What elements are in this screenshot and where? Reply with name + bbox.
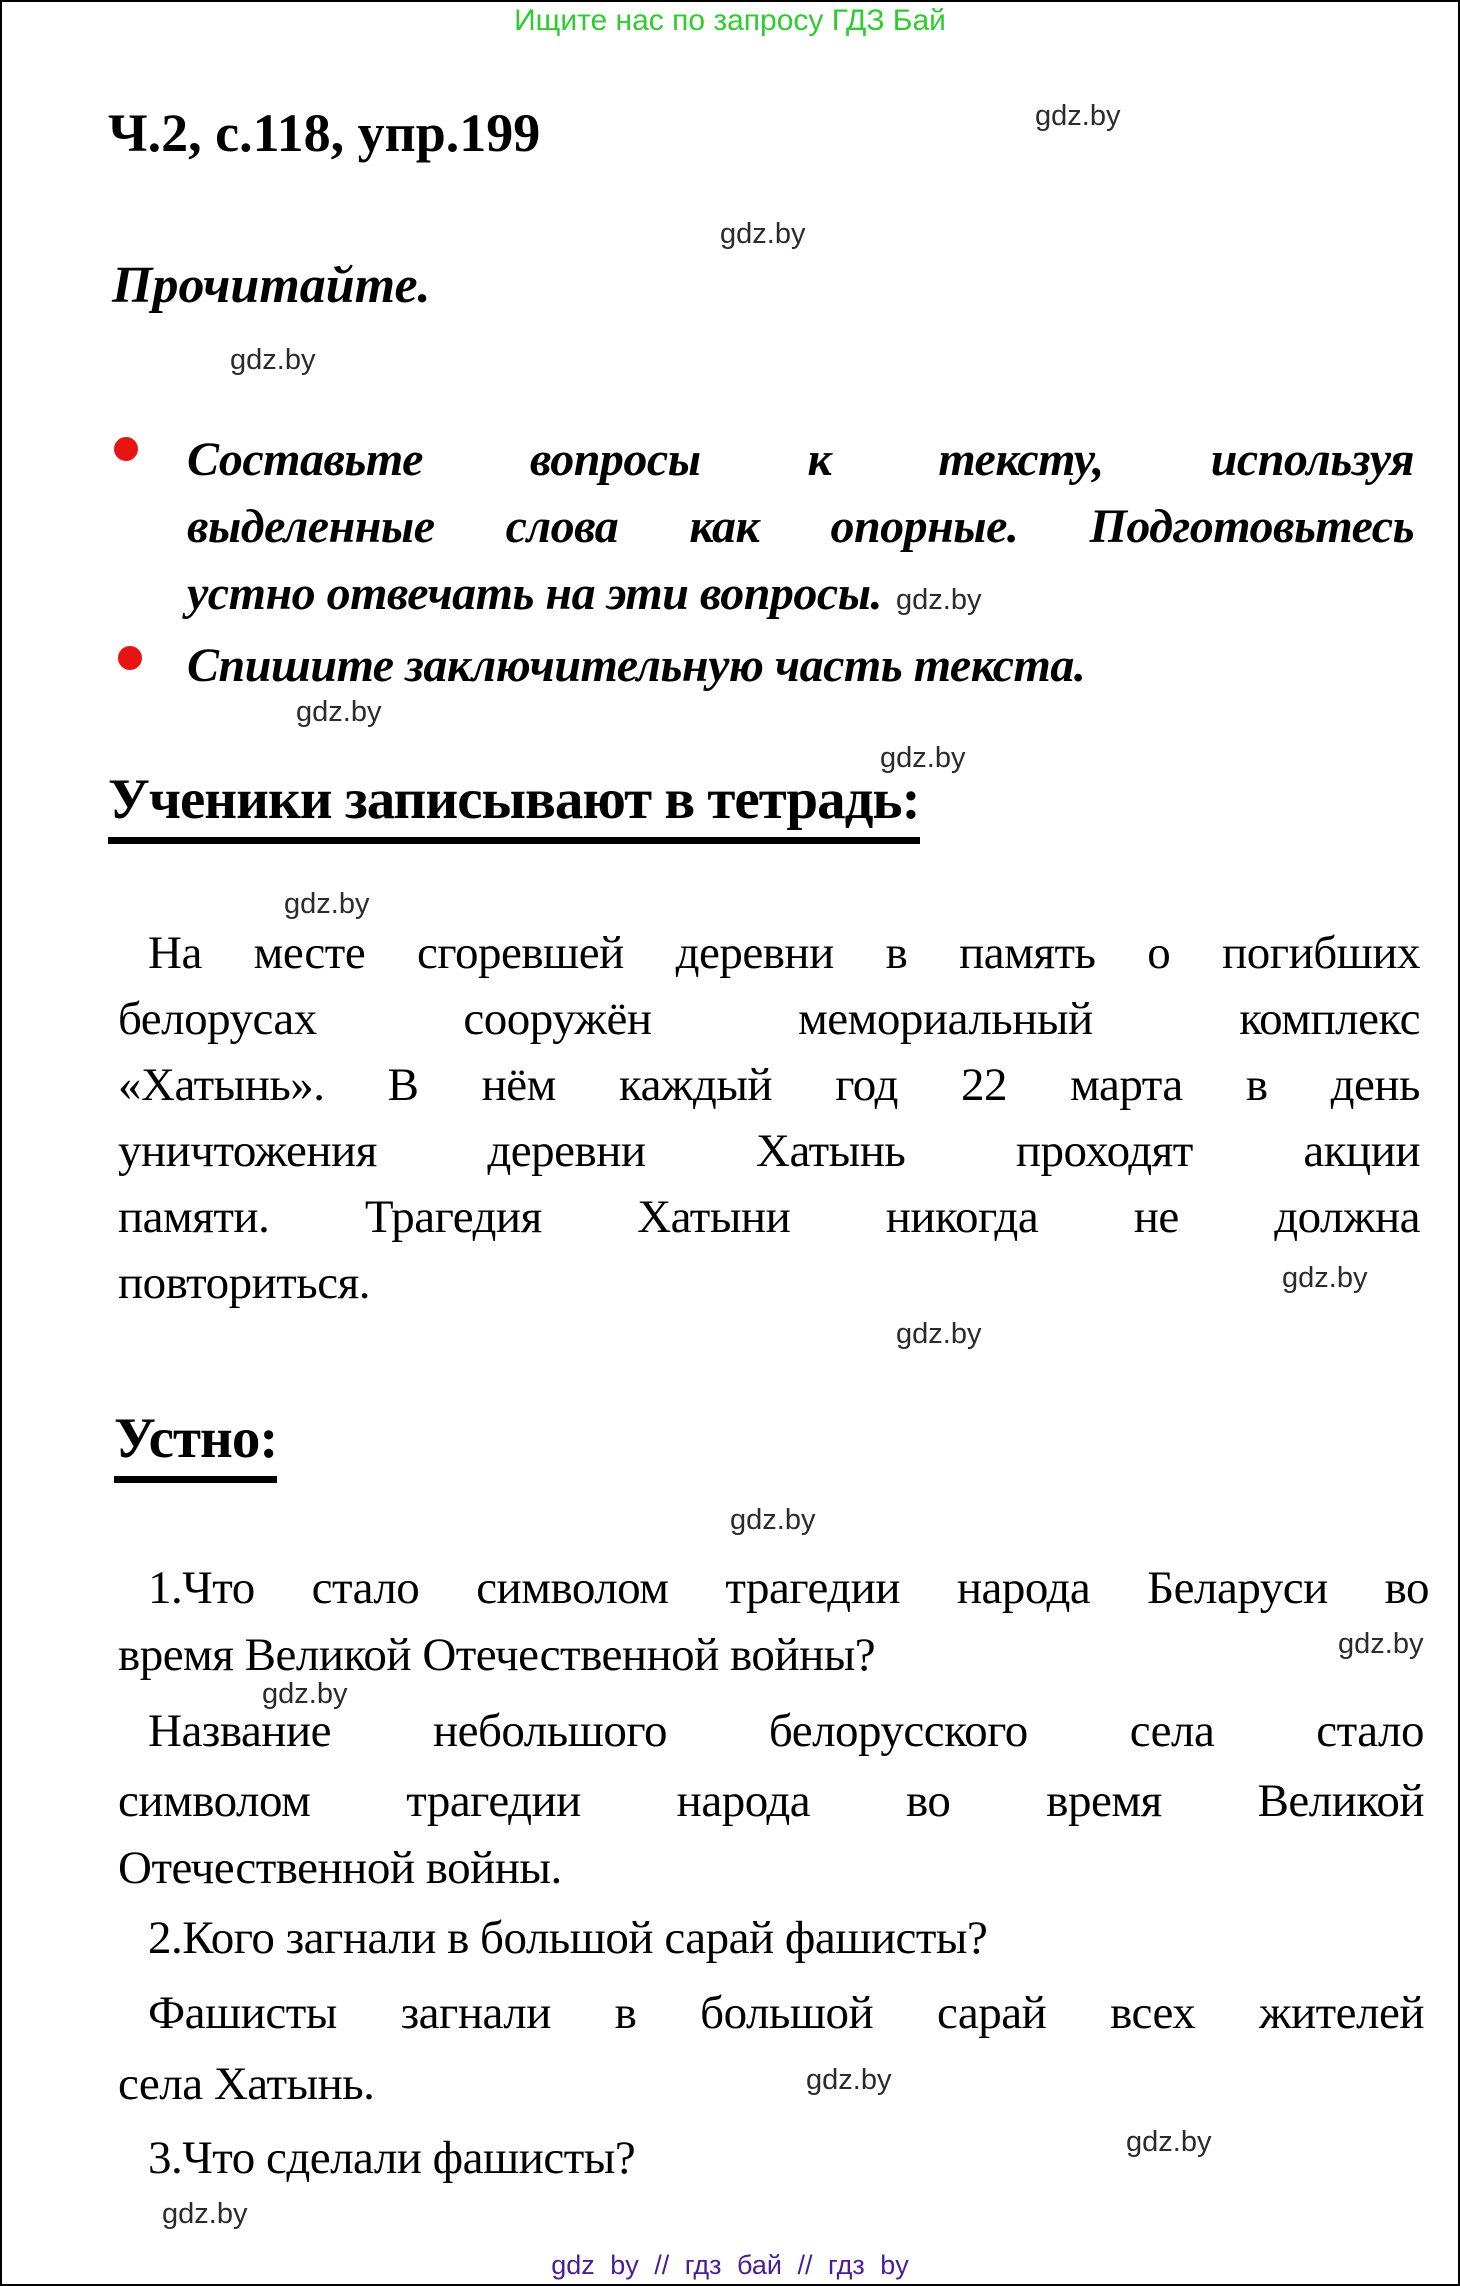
gdz-watermark: gdz.by	[262, 1678, 348, 1710]
gdz-watermark: gdz.by	[896, 1318, 982, 1350]
exercise-title: Ч.2, с.118, упр.199	[108, 103, 541, 163]
gdz-watermark: gdz.by	[1126, 2126, 1212, 2158]
paragraph-line: повториться.	[118, 1257, 370, 1309]
paragraph-line: На месте сгоревшей деревни в память о погибших	[148, 927, 1420, 979]
answer-line: Отечественной войны.	[118, 1842, 562, 1894]
gdz-watermark: gdz.by	[806, 2064, 892, 2096]
notebook-heading: Ученики записывают в тетрадь:	[108, 767, 920, 844]
question-line: время Великой Отечественной войны?	[118, 1629, 876, 1681]
gdz-watermark: gdz.by	[1338, 1628, 1424, 1660]
oral-heading: Устно:	[114, 1406, 277, 1483]
paragraph-line: «Хатынь». В нём каждый год 22 марта в день	[118, 1059, 1420, 1111]
answer-line: села Хатынь.	[118, 2058, 375, 2110]
gdz-watermark: gdz.by	[162, 2198, 248, 2230]
instruction-line: выделенные слова как опорные. Подготовьтесь	[187, 500, 1414, 553]
paragraph-line: уничтожения деревни Хатынь проходят акции	[118, 1125, 1420, 1177]
instruction-read-label: Прочитайте.	[112, 257, 431, 314]
answer-line: Фашисты загнали в большой сарай всех жителей	[148, 1987, 1424, 2039]
gdz-watermark: gdz.by	[720, 218, 806, 250]
paragraph-line: памяти. Трагедия Хатыни никогда не должна	[118, 1191, 1420, 1243]
promo-banner: Ищите нас по запросу ГДЗ Бай	[514, 4, 946, 37]
gdz-watermark: gdz.by	[1282, 1262, 1368, 1294]
paragraph-line: белорусах сооружён мемориальный комплекс	[118, 993, 1420, 1045]
question-line: 2.Кого загнали в большой сарай фашисты?	[148, 1912, 988, 1964]
footer-links[interactable]: gdz by // гдз бай // гдз by	[551, 2250, 909, 2280]
instruction-line	[187, 560, 981, 634]
gdz-watermark: gdz.by	[730, 1504, 816, 1536]
gdz-watermark: gdz.by	[284, 888, 370, 920]
bullet-icon	[118, 646, 142, 670]
gdz-watermark: gdz.by	[880, 742, 966, 774]
question-line: 1.Что стало символом трагедии народа Беларуси во	[148, 1562, 1429, 1614]
gdz-watermark: gdz.by	[230, 344, 316, 376]
answer-line: Название небольшого белорусского села стало	[148, 1705, 1424, 1757]
bullet-icon	[114, 437, 138, 461]
instruction-line: Спишите заключительную часть текста.	[187, 639, 1086, 692]
instruction-line: Составьте вопросы к тексту, используя	[187, 433, 1414, 486]
gdz-watermark: gdz.by	[296, 696, 382, 728]
gdz-watermark: gdz.by	[1035, 100, 1121, 132]
answer-line: символом трагедии народа во время Великой	[118, 1775, 1424, 1827]
gdz-watermark: gdz.by	[896, 584, 982, 616]
instruction-line-text: устно отвечать на эти вопросы.	[187, 567, 883, 620]
question-line: 3.Что сделали фашисты?	[148, 2132, 636, 2184]
